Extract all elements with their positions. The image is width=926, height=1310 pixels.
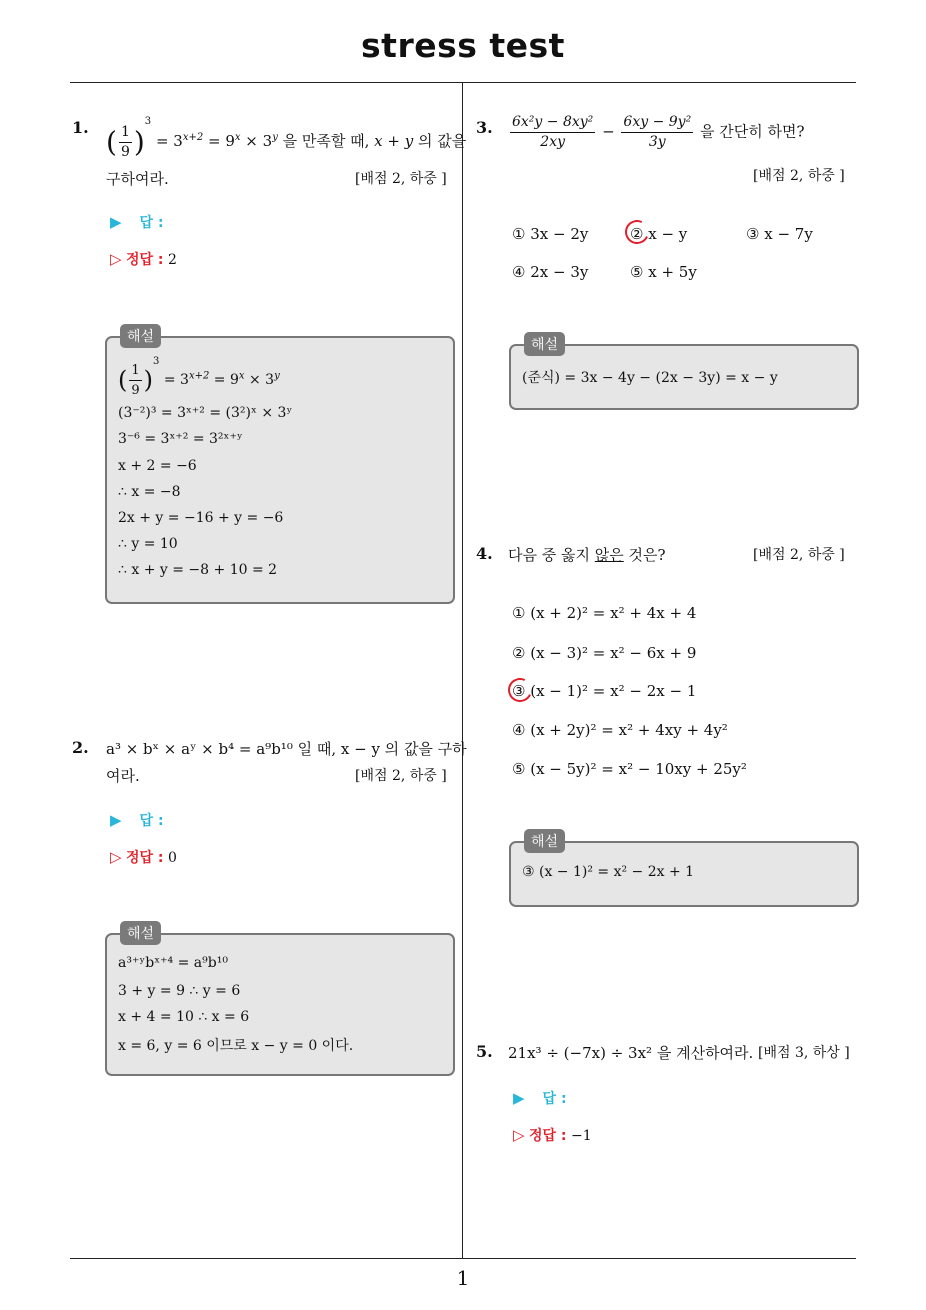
question-3-score: [배점 2, 하중 ] xyxy=(753,168,845,184)
solution-line: ∴ x = −8 xyxy=(118,484,181,500)
solution-line: ∴ x + y = −8 + 10 = 2 xyxy=(118,562,278,578)
question-2-correct: ▷ 정답 : 0 xyxy=(110,848,177,866)
question-4-option-3[interactable]: ③ (x − 1)² = x² − 2x − 1 xyxy=(512,682,697,700)
question-4-stem: 다음 중 옳지 않은 것은? xyxy=(508,546,666,564)
solution-line: 2x + y = −16 + y = −6 xyxy=(118,510,284,526)
question-2-solution-tag: 해설 xyxy=(120,921,161,945)
page-title: stress test xyxy=(361,26,565,65)
question-1-score: [배점 2, 하중 ] xyxy=(355,171,447,187)
question-4-score: [배점 2, 하중 ] xyxy=(753,547,845,563)
top-rule xyxy=(70,82,856,83)
column-divider xyxy=(462,82,463,1259)
question-5-correct: ▷ 정답 : −1 xyxy=(513,1126,592,1144)
play-icon: ▶ xyxy=(110,811,122,829)
solution-line: ③ (x − 1)² = x² − 2x + 1 xyxy=(522,864,695,880)
question-3-stem: $\frac{\text{6x²y − 8xy²}}{2xy}$ − $\frac{\text{6xy − 9y²}}{3y}$ 을 간단히 하면? xyxy=(512,114,805,150)
play-icon: ▶ xyxy=(110,213,122,231)
outline-triangle-icon: ▷ xyxy=(110,848,122,866)
question-1-number: 1. xyxy=(72,118,89,137)
question-5-number: 5. xyxy=(476,1042,493,1061)
question-4-solution-tag: 해설 xyxy=(524,829,565,853)
solution-line: ∴ y = 10 xyxy=(118,536,178,552)
question-3-option-1[interactable]: ① 3x − 2y xyxy=(512,225,589,243)
question-1-stem: ( $\frac{1}{9}$ )$^3 = 3^{x+2} = 9^x \times 3^y$ 을 만족할 때, x + y 의 값을 xyxy=(106,116,467,160)
question-3-option-5[interactable]: ⑤ x + 5y xyxy=(630,263,697,281)
question-1-correct: ▷ 정답 : 2 xyxy=(110,250,177,268)
question-4-option-4[interactable]: ④ (x + 2y)² = x² + 4xy + 4y² xyxy=(512,721,728,739)
question-4-option-1[interactable]: ① (x + 2)² = x² + 4x + 4 xyxy=(512,604,697,622)
solution-line: (3⁻²)³ = 3ˣ⁺² = (3²)ˣ × 3ʸ xyxy=(118,405,293,421)
question-3-option-3[interactable]: ③ x − 7y xyxy=(746,225,813,243)
question-4-number: 4. xyxy=(476,544,493,563)
question-3-solution-tag: 해설 xyxy=(524,332,565,356)
question-3-option-4[interactable]: ④ 2x − 3y xyxy=(512,263,589,281)
question-1-stem-cont: 구하여라. xyxy=(106,170,169,188)
question-4-option-2[interactable]: ② (x − 3)² = x² − 6x + 9 xyxy=(512,644,697,662)
solution-line: x + 4 = 10 ∴ x = 6 xyxy=(118,1009,250,1025)
play-icon: ▶ xyxy=(513,1089,525,1107)
selected-answer-mark-icon xyxy=(505,675,536,706)
question-2-score: [배점 2, 하중 ] xyxy=(355,768,447,784)
bottom-rule xyxy=(70,1258,856,1259)
solution-line: a³⁺ʸbˣ⁺⁴ = a⁹b¹⁰ xyxy=(118,955,228,971)
question-2-stem-cont: 여라. xyxy=(106,767,140,785)
question-2-answer-field[interactable]: ▶ 답 : xyxy=(110,811,164,829)
page-number: 1 xyxy=(456,1266,470,1290)
solution-line: 3⁻⁶ = 3ˣ⁺² = 3²ˣ⁺ʸ xyxy=(118,431,243,447)
question-3-number: 3. xyxy=(476,118,493,137)
question-5-score: [배점 3, 하상 ] xyxy=(758,1045,850,1061)
question-4-option-5[interactable]: ⑤ (x − 5y)² = x² − 10xy + 25y² xyxy=(512,760,747,778)
outline-triangle-icon: ▷ xyxy=(513,1126,525,1144)
solution-line: x + 2 = −6 xyxy=(118,458,197,474)
outline-triangle-icon: ▷ xyxy=(110,250,122,268)
question-2-stem: a³ × bˣ × aʸ × b⁴ = a⁹b¹⁰ 일 때, x − y 의 값을 구하 xyxy=(106,740,467,758)
question-5-answer-field[interactable]: ▶ 답 : xyxy=(513,1089,567,1107)
solution-line: (준식) = 3x − 4y − (2x − 3y) = x − y xyxy=(522,370,778,386)
question-5-stem: 21x³ ÷ (−7x) ÷ 3x² 을 계산하여라. xyxy=(508,1044,754,1062)
solution-line: x = 6, y = 6 이므로 x − y = 0 이다. xyxy=(118,1038,354,1054)
solution-line: 3 + y = 9 ∴ y = 6 xyxy=(118,983,241,999)
question-1-answer-field[interactable]: ▶ 답 : xyxy=(110,213,164,231)
question-1-solution-tag: 해설 xyxy=(120,324,161,348)
solution-line: ( $\frac{1}{9}$ )$^3 = 3^{x+2} = 9^x \times 3^y$ xyxy=(118,356,280,398)
question-2-number: 2. xyxy=(72,738,89,757)
question-3-option-2[interactable]: ② x − y xyxy=(630,225,688,243)
